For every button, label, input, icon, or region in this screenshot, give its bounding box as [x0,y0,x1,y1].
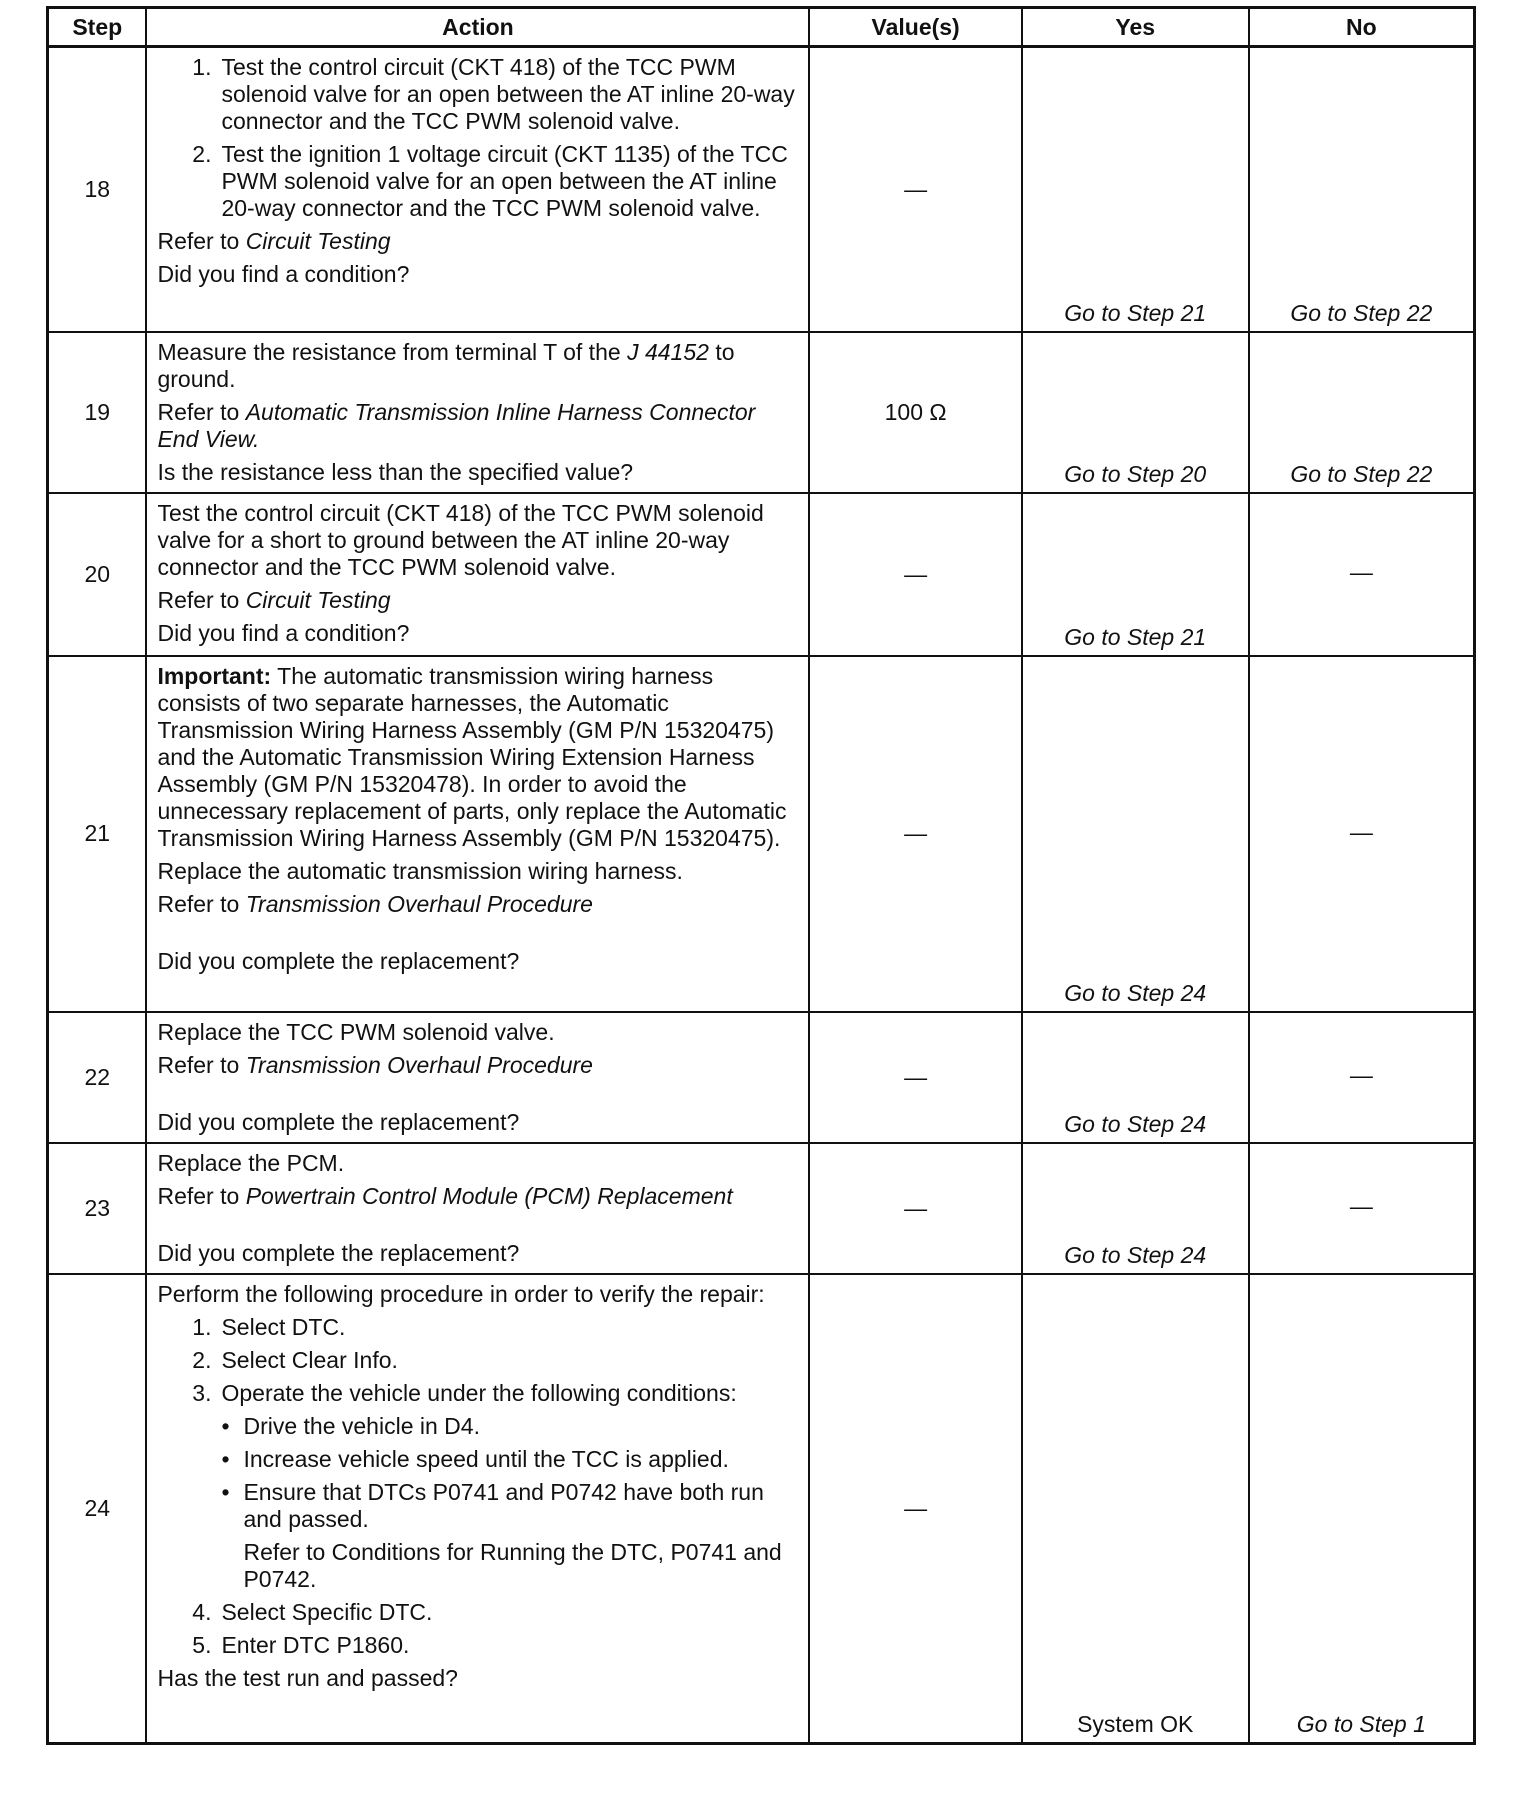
value-cell: — [809,1143,1021,1274]
value-cell: — [809,47,1021,332]
step-number: 24 [48,1274,147,1744]
bullet-text: Ensure that DTCs P0741 and P0742 have both run and passed. [243,1478,764,1532]
refer-link[interactable]: Circuit Testing [245,586,391,613]
table-row [48,47,1475,332]
question-text: Has the test run and passed? [157,1664,458,1691]
item-text: Test the control circuit (CKT 418) of the TCC PWM solenoid valve for an open between the AT inline 20-way connector and the TCC PWM solenoid valve. [221,54,795,134]
table-row [48,656,1475,1012]
step-number: 23 [48,1143,147,1274]
action-text: Test the control circuit (CKT 418) of the TCC PWM solenoid valve for a short to ground between the AT inline 20-way connector and the TCC PWM solenoid valve. [157,499,764,580]
refer-line [157,1183,798,1210]
bullet-item: • Ensure that DTCs P0741 and P0742 have both run and passed. [157,1479,798,1533]
action-text [157,339,798,393]
refer-prefix: Refer to [157,1051,240,1078]
no-link[interactable]: Go to Step 22 [1249,47,1475,332]
question-text: Did you complete the replacement? [157,1108,520,1135]
action-intro: Perform the following procedure in order to verify the repair: [157,1280,765,1307]
refer-line [157,587,798,614]
table-row [48,1012,1475,1143]
action-text: Replace the automatic transmission wiring harness. [157,857,683,884]
numbered-item: 2. Select Clear Info. [157,1347,798,1374]
bullet-item: • Increase vehicle speed until the TCC is applied. [157,1446,798,1473]
refer-link[interactable]: Circuit Testing [245,228,391,254]
action-cell [146,332,809,493]
no-value: — [1249,493,1475,656]
action-cell [146,656,809,1012]
yes-result: System OK [1022,1274,1249,1744]
step-number: 22 [48,1012,147,1143]
no-value: — [1249,1012,1475,1143]
item-text: Select Specific DTC. [221,1598,433,1625]
action-cell [146,1143,809,1274]
action-cell [146,47,809,332]
text-suffix: to ground. [157,338,735,392]
question-text: Did you complete the replacement? [157,947,520,974]
yes-link[interactable]: Go to Step 24 [1022,1012,1249,1143]
diagnostic-table-page [46,6,1476,1745]
table-row [48,1274,1475,1744]
step-number: 21 [48,656,147,1012]
action-text: Replace the PCM. [157,1149,345,1176]
numbered-item: 5. Enter DTC P1860. [157,1632,798,1659]
value-cell: 100 Ω [809,332,1021,493]
question-text: Is the resistance less than the specified value? [157,458,634,485]
item-text: Select DTC. [221,1313,346,1340]
item-text: Select Clear Info. [221,1346,398,1373]
action-text: Replace the TCC PWM solenoid valve. [157,1018,555,1045]
important-text: The automatic transmission wiring harness consists of two separate harnesses, the Automatic Transmission Wiring Harness Assembly (GM P/N 15320475) and the Automatic Transmission Wiring Extension Harness Assembly (GM P/N 15320478). In order to avoid the unnecessary replacement of parts, only replace the Automatic Transmission Wiring Harness Assembly (GM P/N 15320475). [157,662,787,851]
refer-link[interactable]: Transmission Overhaul Procedure [245,890,593,917]
header-values: Value(s) [809,8,1021,47]
no-link[interactable]: Go to Step 1 [1249,1274,1475,1744]
action-cell [146,493,809,656]
bullet-text: Increase vehicle speed until the TCC is applied. [243,1445,729,1472]
refer-prefix: Refer to [157,228,240,254]
refer-prefix: Refer to [157,398,240,425]
numbered-item: 4. Select Specific DTC. [157,1599,798,1626]
refer-line [157,399,798,453]
header-no: No [1249,8,1475,47]
refer-link[interactable]: Powertrain Control Module (PCM) Replacement [245,1182,733,1209]
question-text: Did you find a condition? [157,619,410,646]
no-link[interactable]: Go to Step 22 [1249,332,1475,493]
numbered-item: 3. Operate the vehicle under the following conditions: [157,1380,798,1407]
table-row [48,493,1475,656]
no-value: — [1249,656,1475,1012]
bullet-item: • Drive the vehicle in D4. [157,1413,798,1440]
table-row [48,1143,1475,1274]
important-note [157,663,798,852]
value-cell: — [809,493,1021,656]
important-label: Important: [157,662,272,689]
yes-link[interactable]: Go to Step 24 [1022,1143,1249,1274]
diagnostic-table [46,6,1476,1745]
refer-line [157,228,798,255]
text-prefix: Measure the resistance from terminal T of the [157,338,621,365]
tool-name: J 44152 [627,338,709,365]
question-text: Did you complete the replacement? [157,1239,520,1266]
numbered-item: 2. Test the ignition 1 voltage circuit (CKT 1135) of the TCC PWM solenoid valve for an open between the AT inline 20-way connector and the TCC PWM solenoid valve. [157,141,798,222]
header-action: Action [146,8,809,47]
value-cell: — [809,656,1021,1012]
refer-prefix: Refer to [157,890,240,917]
item-text: Test the ignition 1 voltage circuit (CKT 1135) of the TCC PWM solenoid valve for an open between the AT inline 20-way connector and the TCC PWM solenoid valve. [221,141,788,221]
refer-line [157,1052,798,1079]
action-cell [146,1274,809,1744]
numbered-item: 1. Test the control circuit (CKT 418) of the TCC PWM solenoid valve for an open between the AT inline 20-way connector and the TCC PWM solenoid valve. [157,54,798,135]
refer-prefix: Refer to [157,586,240,613]
yes-link[interactable]: Go to Step 20 [1022,332,1249,493]
header-row [48,8,1475,47]
header-step: Step [48,8,147,47]
value-cell: — [809,1274,1021,1744]
table-row [48,332,1475,493]
yes-link[interactable]: Go to Step 21 [1022,47,1249,332]
numbered-item: 1. Select DTC. [157,1314,798,1341]
refer-link[interactable]: Transmission Overhaul Procedure [245,1051,593,1078]
step-number: 18 [48,47,147,332]
no-value: — [1249,1143,1475,1274]
refer-prefix: Refer to [157,1182,240,1209]
value-cell: — [809,1012,1021,1143]
action-cell [146,1012,809,1143]
question-text: Did you find a condition? [157,261,410,287]
yes-link[interactable]: Go to Step 21 [1022,493,1249,656]
item-text: Enter DTC P1860. [221,1631,410,1658]
step-number: 20 [48,493,147,656]
header-yes: Yes [1022,8,1249,47]
refer-link[interactable]: Automatic Transmission Inline Harness Connector End View. [157,398,756,452]
bullet-note: Refer to Conditions for Running the DTC, P0741 and P0742. [243,1538,782,1592]
step-number: 19 [48,332,147,493]
bullet-text: Drive the vehicle in D4. [243,1412,480,1439]
yes-link[interactable]: Go to Step 24 [1022,656,1249,1012]
item-text: Operate the vehicle under the following conditions: [221,1379,737,1406]
refer-line [157,891,798,918]
